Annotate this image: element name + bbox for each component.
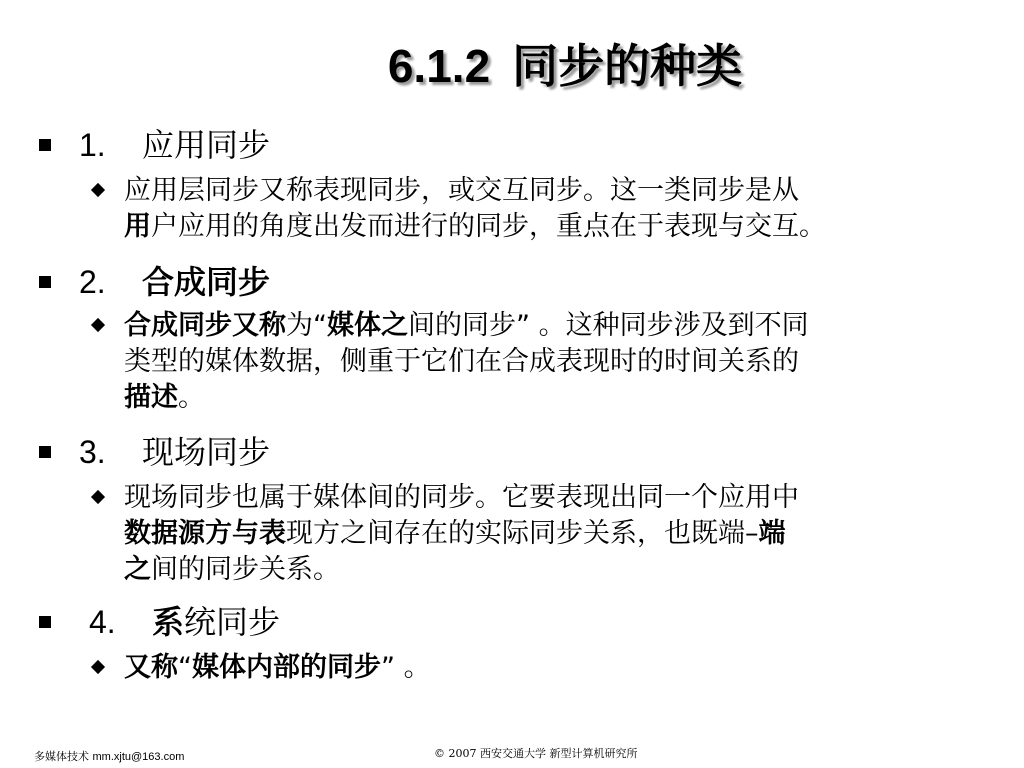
detail-line: 类型的媒体数据，侧重于它们在合成表现时的时间关系的 — [124, 346, 799, 377]
section-number: 2. — [79, 264, 106, 300]
slide-title — [0, 34, 1024, 98]
section-heading: 系统同步 — [152, 603, 281, 641]
section-number: 1. — [79, 127, 106, 163]
detail-line: 合成同步又称为“媒体之间的同步” 。这种同步涉及到不同 — [124, 310, 809, 341]
section-number: 3. — [79, 434, 106, 470]
footer-email: mm.xjtu@163.com — [92, 751, 185, 763]
detail-line: 又称“媒体内部的同步” 。 — [124, 652, 431, 683]
detail-line: 数据源方与表现方之间存在的实际同步关系，也既端–端 — [124, 518, 786, 549]
footer-label: 多媒体技术 — [34, 750, 89, 763]
square-bullet-icon — [39, 616, 51, 628]
title-text: 同步的种类 — [512, 39, 743, 93]
square-bullet-icon — [39, 276, 51, 288]
section-number: 4. — [89, 604, 116, 640]
square-bullet-icon — [39, 446, 51, 458]
detail-line: 描述。 — [124, 382, 205, 413]
square-bullet-icon — [39, 139, 51, 151]
diamond-bullet-icon — [91, 490, 105, 504]
detail-line: 用户应用的角度出发而进行的同步，重点在于表现与交互。 — [124, 211, 826, 242]
diamond-bullet-icon — [91, 318, 105, 332]
detail-line: 之间的同步关系。 — [124, 554, 340, 585]
diamond-bullet-icon — [91, 660, 105, 674]
footer-course-label — [34, 750, 184, 764]
section-heading: 合成同步 — [142, 263, 271, 301]
detail-line: 现场同步也属于媒体间的同步。它要表现出同一个应用中 — [124, 482, 799, 513]
detail-line: 应用层同步又称表现同步，或交互同步。这一类同步是从 — [124, 175, 799, 206]
diamond-bullet-icon — [91, 183, 105, 197]
title-number: 6.1.2 — [387, 40, 491, 92]
footer-copyright: © 2007 西安交通大学 新型计算机研究所 — [434, 747, 638, 760]
section-heading: 应用同步 — [142, 126, 271, 164]
section-heading: 现场同步 — [142, 433, 271, 471]
